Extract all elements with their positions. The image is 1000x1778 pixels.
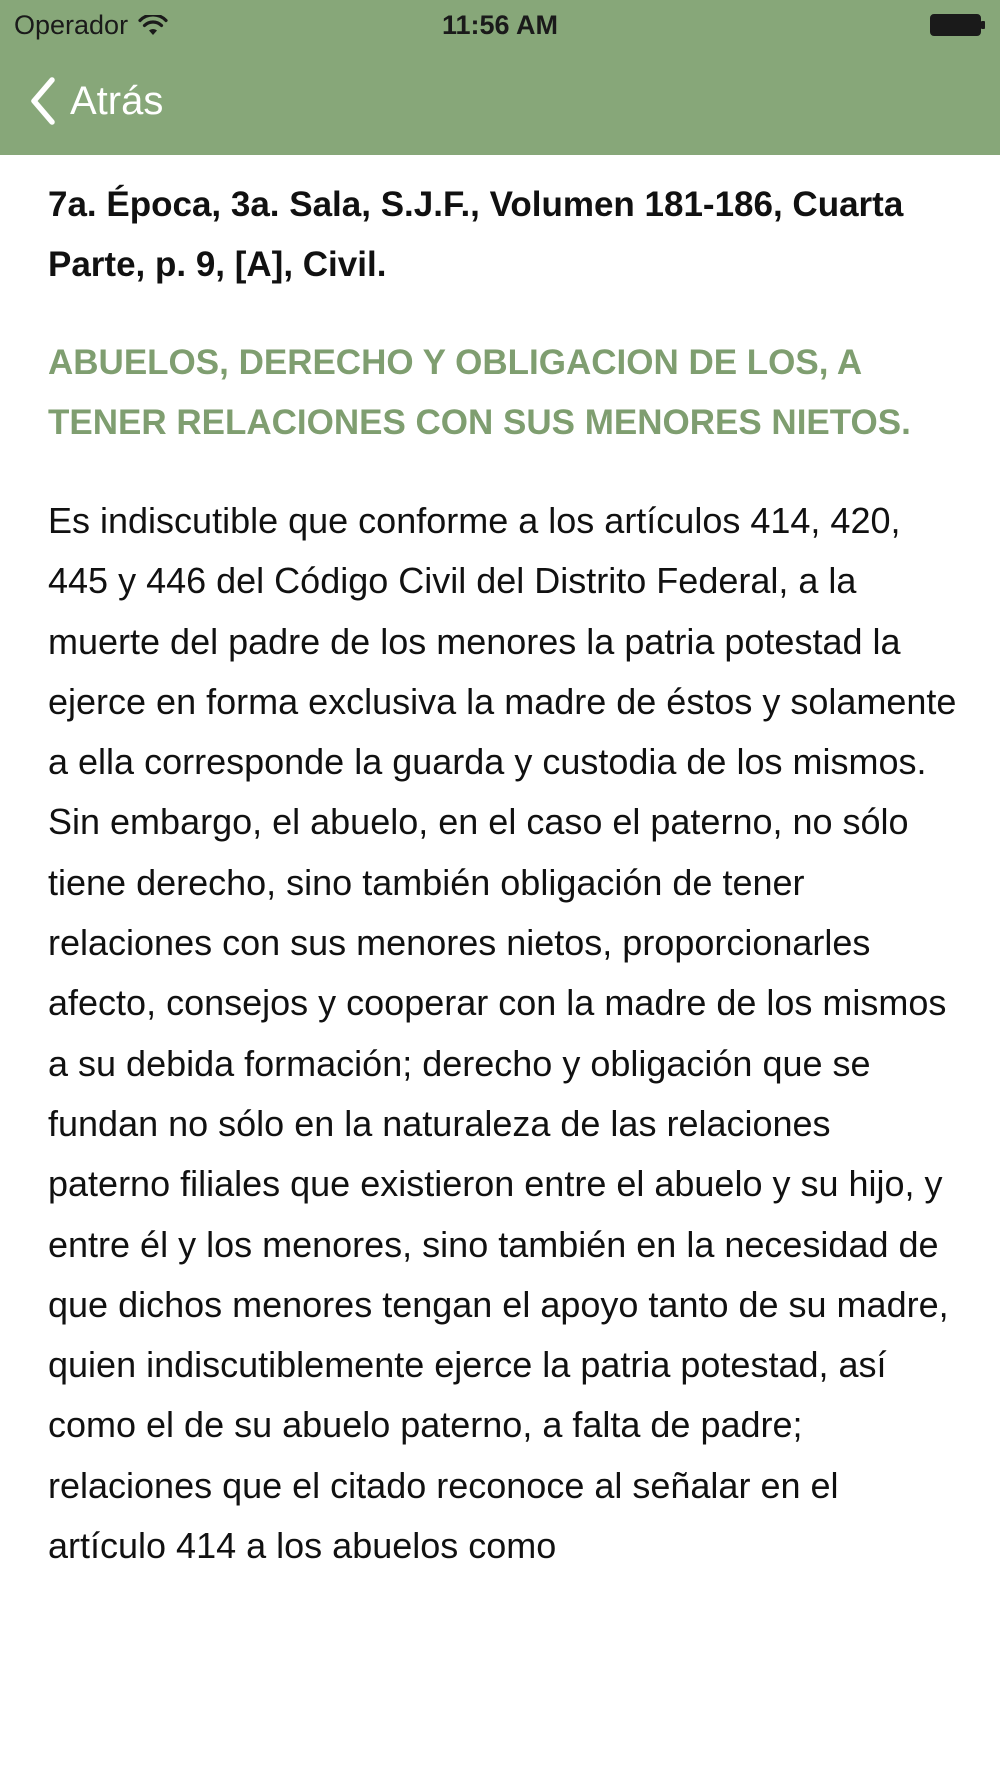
- document-heading: ABUELOS, DERECHO Y OBLIGACION DE LOS, A TENER RELACIONES CON SUS MENORES NIETOS.: [48, 343, 911, 442]
- chevron-left-icon: [28, 76, 58, 126]
- status-bar: [0, 0, 1000, 50]
- back-button[interactable]: [28, 76, 163, 126]
- status-time: 11:56 AM: [441, 10, 559, 40]
- document-citation: 7a. Época, 3a. Sala, S.J.F., Volumen 181-186, Cuarta Parte, p. 9, [A], Civil.: [48, 185, 904, 284]
- carrier-name: Operador: [14, 10, 129, 40]
- document-content: [48, 175, 958, 1576]
- back-label: Atrás: [70, 79, 164, 123]
- top-bar: [0, 0, 1000, 155]
- document-body: Es indiscutible que conforme a los artículos 414, 420, 445 y 446 del Código Civil del Distrito Federal, a la muerte del padre de los menores la patria potestad la ejerce en forma exclusiva la madre de éstos y solamente a ella corresponde la guarda y custodia de los mismos. Sin embargo, el abuelo, en el caso el paterno, no sólo tiene derecho, sino también obligación de tener relaciones con sus menores nietos, proporcionarles afecto, consejos y cooperar con la madre de los mismos a su debida formación; derecho y obligación que se fundan no sólo en la naturaleza de las relaciones paterno filiales que existieron entre el abuelo y su hijo, y entre él y los menores, sino también en la necesidad de que dichos menores tengan el apoyo tanto de su madre, quien indiscutiblemente ejerce la patria potestad, así como el de su abuelo paterno, a falta de padre; relaciones que el citado reconoce al señalar en el artículo 414 a los abuelos como: [48, 500, 957, 1567]
- battery-full-icon: [930, 14, 986, 36]
- navigation-bar: [0, 50, 1000, 155]
